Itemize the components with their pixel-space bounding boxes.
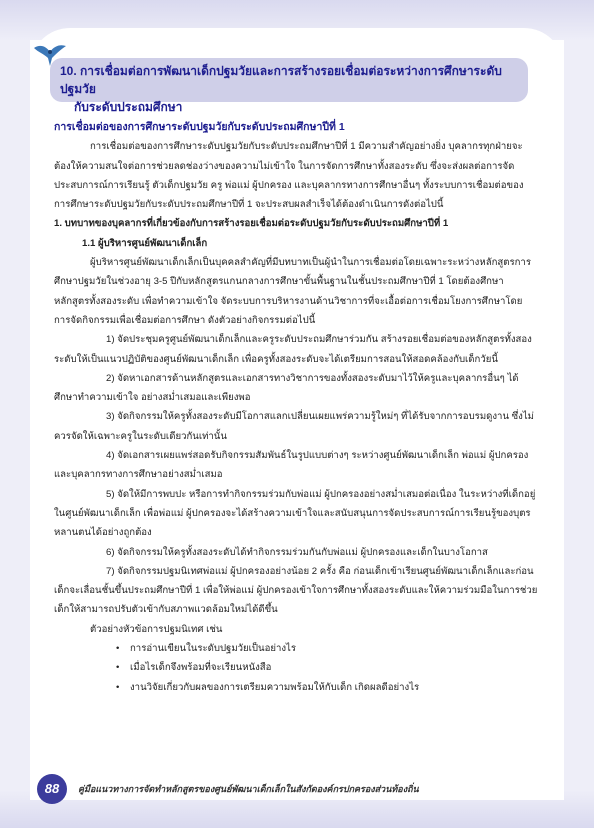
paragraph-director: ผู้บริหารศูนย์พัฒนาเด็กเล็กเป็นบุคคลสำคัญที่มีบทบาทเป็นผู้นำในการเชื่อมต่อโดยเฉพาะระหว่างหลักสูตรการศึกษาปฐมวัยในช่วงอายุ 3-5 ปีกับหลักสูตรแกนกลางการศึกษาขั้นพื้นฐานในชั้นประถมศึกษาปีที่ 1 โดยต้องศึกษาหลักสูตรทั้งสองระดับ เพื่อทำความเข้าใจ จัดระบบการบริหารงานด้านวิชาการที่จะเอื้อต่อการเชื่อมโยงการศึกษาโดยการจัดกิจกรรมเพื่อเชื่อมต่อการศึกษา ดังตัวอย่างกิจกรรมต่อไปนี้ xyxy=(54,257,531,326)
page-right-band xyxy=(564,40,594,800)
heading-connection: การเชื่อมต่อของการศึกษาระดับปฐมวัยกับระดับประถมศึกษาปีที่ 1 xyxy=(54,121,345,133)
heading-director: 1.1 ผู้บริหารศูนย์พัฒนาเด็กเล็ก xyxy=(82,237,208,249)
examples-bullet: • การอ่านเขียนในระดับปฐมวัยเป็นอย่างไร xyxy=(130,639,538,658)
page-number-badge: 88 xyxy=(37,774,67,804)
main-content xyxy=(54,118,538,697)
list-item-5: 5) จัดให้มีการพบปะ หรือการทำกิจกรรมร่วมกับพ่อแม่ ผู้ปกครองอย่างสม่ำเสมอต่อเนื่อง ในระหว่างที่เด็กอยู่ในศูนย์พัฒนาเด็กเล็ก เพื่อพ่อแม่ ผู้ปกครองจะได้สร้างความเข้าใจและสนับสนุนการจัดประสบการณ์การเรียนรู้ของบุตรหลานตนได้อย่างถูกต้อง xyxy=(54,488,536,539)
list-item-1: 1) จัดประชุมครูศูนย์พัฒนาเด็กเล็กและครูระดับประถมศึกษาร่วมกัน สร้างรอยเชื่อมต่อของหลักสูตรทั้งสองระดับให้เป็นแนวปฏิบัติของศูนย์พัฒนาเด็กเล็ก เพื่อครูทั้งสองระดับจะได้เตรียมการสอนให้สอดคล้องกับเด็กวัยนี้ xyxy=(54,334,532,365)
paragraph-intro: การเชื่อมต่อของการศึกษาระดับปฐมวัยกับระดับประถมศึกษาปีที่ 1 มีความสำคัญอย่างยิ่ง บุคลากรทุกฝ่ายจะต้องให้ความสนใจต่อการช่วยลดช่องว่างของความไม่เข้าใจ ในการจัดการศึกษาทั้งสองระดับ ซึ่งจะส่งผลต่อการจัดประสบการณ์การเรียนรู้ ตัวเด็กปฐมวัย ครู พ่อแม่ ผู้ปกครอง และบุคลากรทางการศึกษาอื่นๆ ทั้งระบบการเชื่อมต่อของการศึกษาระดับปฐมวัยกับระดับประถมศึกษาปีที่ 1 จะประสบผลสำเร็จได้ต้องดำเนินการดังต่อไปนี้ xyxy=(54,141,524,211)
examples-bullet: • เมื่อไรเด็กจึงพร้อมที่จะเรียนหนังสือ xyxy=(130,658,538,677)
section-title xyxy=(60,62,526,116)
list-item-3: 3) จัดกิจกรรมให้ครูทั้งสองระดับมีโอกาสแลกเปลี่ยนเผยแพร่ความรู้ใหม่ๆ ที่ได้รับจากการอบรมดูงาน ซึ่งไม่ควรจัดให้เฉพาะครูในระดับเดียวกันเท่านั้น xyxy=(54,411,535,442)
list-item-4: 4) จัดเอกสารเผยแพร่สอดรับกิจกรรมสัมพันธ์ในรูปแบบต่างๆ ระหว่างศูนย์พัฒนาเด็กเล็ก พ่อแม่ ผู้ปกครองและบุคลากรทางการศึกษาอย่างสม่ำเสมอ xyxy=(54,450,529,481)
examples-bullet: • งานวิจัยเกี่ยวกับผลของการเตรียมความพร้อมให้กับเด็ก เกิดผลดีอย่างไร xyxy=(130,678,538,697)
section-title-line1: 10. การเชื่อมต่อการพัฒนาเด็กปฐมวัยและการสร้างรอยเชื่อมต่อระหว่างการศึกษาระดับปฐมวัย xyxy=(60,64,502,96)
footer-text: คู่มือแนวทางการจัดทำหลักสูตรของศูนย์พัฒนาเด็กเล็กในสังกัดองค์กรปกครองส่วนท้องถิ่น xyxy=(78,784,419,794)
list-item-6: 6) จัดกิจกรรมให้ครูทั้งสองระดับได้ทำกิจกรรมร่วมกันกับพ่อแม่ ผู้ปกครองและเด็กในบางโอกาส xyxy=(106,546,488,558)
heading-roles: 1. บทบาทของบุคลากรที่เกี่ยวข้องกับการสร้างรอยเชื่อมต่อระดับปฐมวัยกับระดับประถมศึกษาปีที่ 1 xyxy=(54,218,449,230)
section-title-line2: กับระดับประถมศึกษา xyxy=(74,100,183,114)
examples-heading: ตัวอย่างหัวข้อการปฐมนิเทศ เช่น xyxy=(90,623,223,635)
examples-list xyxy=(54,639,538,697)
list-item-7: 7) จัดกิจกรรมปฐมนิเทศพ่อแม่ ผู้ปกครองอย่างน้อย 2 ครั้ง คือ ก่อนเด็กเข้าเรียนศูนย์พัฒนาเด็กเล็กและก่อนเด็กจะเลื่อนชั้นขึ้นประถมศึกษาปีที่ 1 เพื่อให้พ่อแม่ ผู้ปกครองเข้าใจการศึกษาทั้งสองระดับและให้ความร่วมมือในการช่วยเด็กให้สามารถปรับตัวเข้ากับสภาพแวดล้อมใหม่ได้ดีขึ้น xyxy=(54,565,538,616)
list-item-2: 2) จัดหาเอกสารด้านหลักสูตรและเอกสารทางวิชาการของทั้งสองระดับมาไว้ให้ครูและบุคลากรอื่นๆ ได้ศึกษาทำความเข้าใจ อย่างสม่ำเสมอและเพียงพอ xyxy=(54,372,519,404)
page-left-band xyxy=(0,40,30,800)
